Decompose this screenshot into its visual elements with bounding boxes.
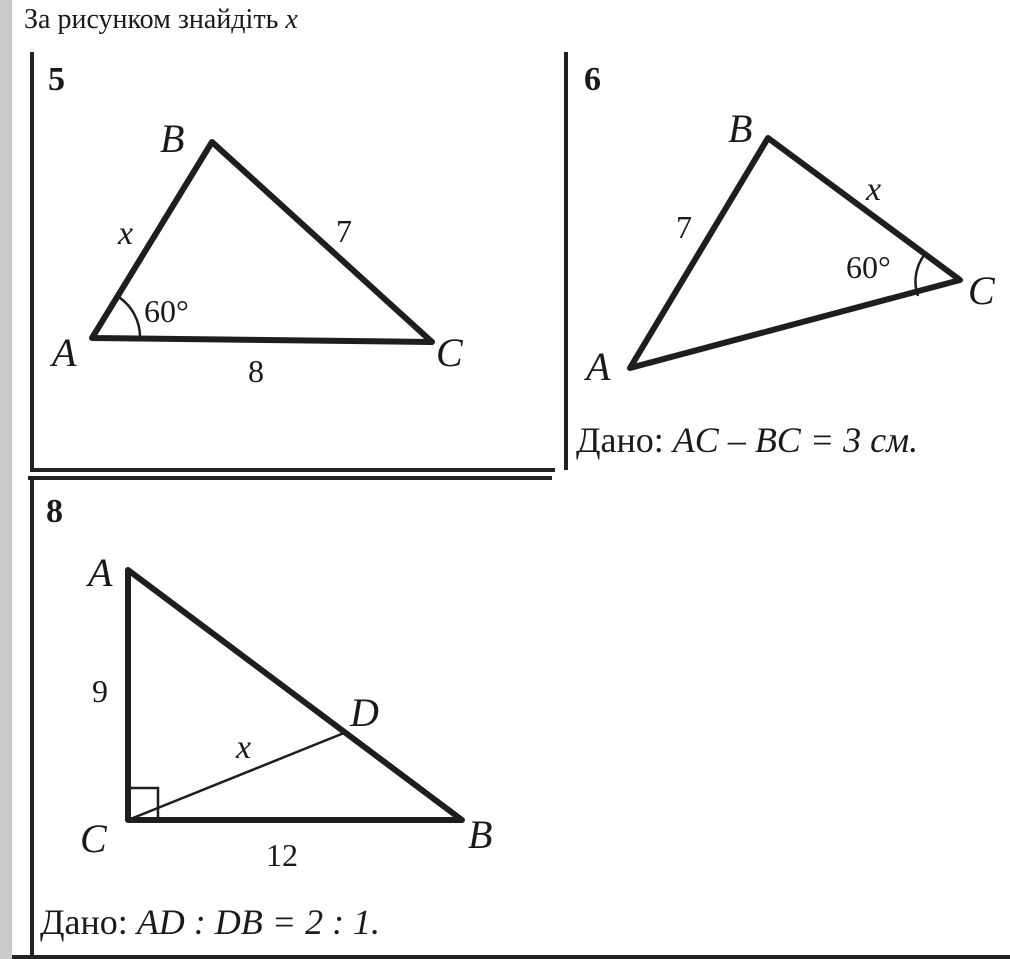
given-expression-8: AD : DB = 2 : 1. [136,902,381,942]
vertex-label-c-5: C [436,330,463,375]
given-condition-6 [576,420,918,460]
given-expression-6: AC – BC = 3 см. [672,420,919,460]
triangle-abc-5 [92,142,432,342]
vertex-label-b-8: B [468,812,493,857]
side-ac-label-5: 8 [248,353,264,389]
problem-8 [40,493,492,942]
given-label-6: Дано: [576,420,664,460]
triangle-abc-6 [630,138,960,368]
side-ab-label-6: 7 [676,209,692,245]
angle-label-5: 60° [144,293,189,329]
given-label-8: Дано: [40,902,128,942]
side-ac-label-8: 9 [92,673,108,709]
side-cd-label-8: x [236,729,252,766]
title-text: За рисунком знайдіть [24,4,279,35]
given-condition-8 [40,902,380,942]
vertex-label-a-8: A [88,550,113,595]
side-bc-label-5: 7 [336,213,352,249]
vertex-label-d-8: D [350,690,379,735]
problem-5 [48,61,464,389]
side-ab-label-5: x [118,215,134,252]
vertex-label-a-6: A [586,344,611,389]
angle-arc-a-5 [117,296,140,338]
problem-number-5: 5 [48,61,65,98]
side-bc-label-6: x [866,171,882,208]
problem-number-6: 6 [584,61,601,98]
vertex-label-b-5: B [160,116,185,161]
vertex-label-c-6: C [968,268,995,313]
problem-number-8: 8 [46,493,63,530]
vertex-label-b-6: B [728,106,753,151]
title-variable: x [285,4,298,35]
problem-6 [576,61,996,460]
triangle-acb-8 [128,570,462,820]
vertex-label-a-5: A [52,330,77,375]
vertex-label-c-8: C [80,816,107,861]
side-cb-label-8: 12 [266,837,298,873]
angle-label-6: 60° [846,249,891,285]
